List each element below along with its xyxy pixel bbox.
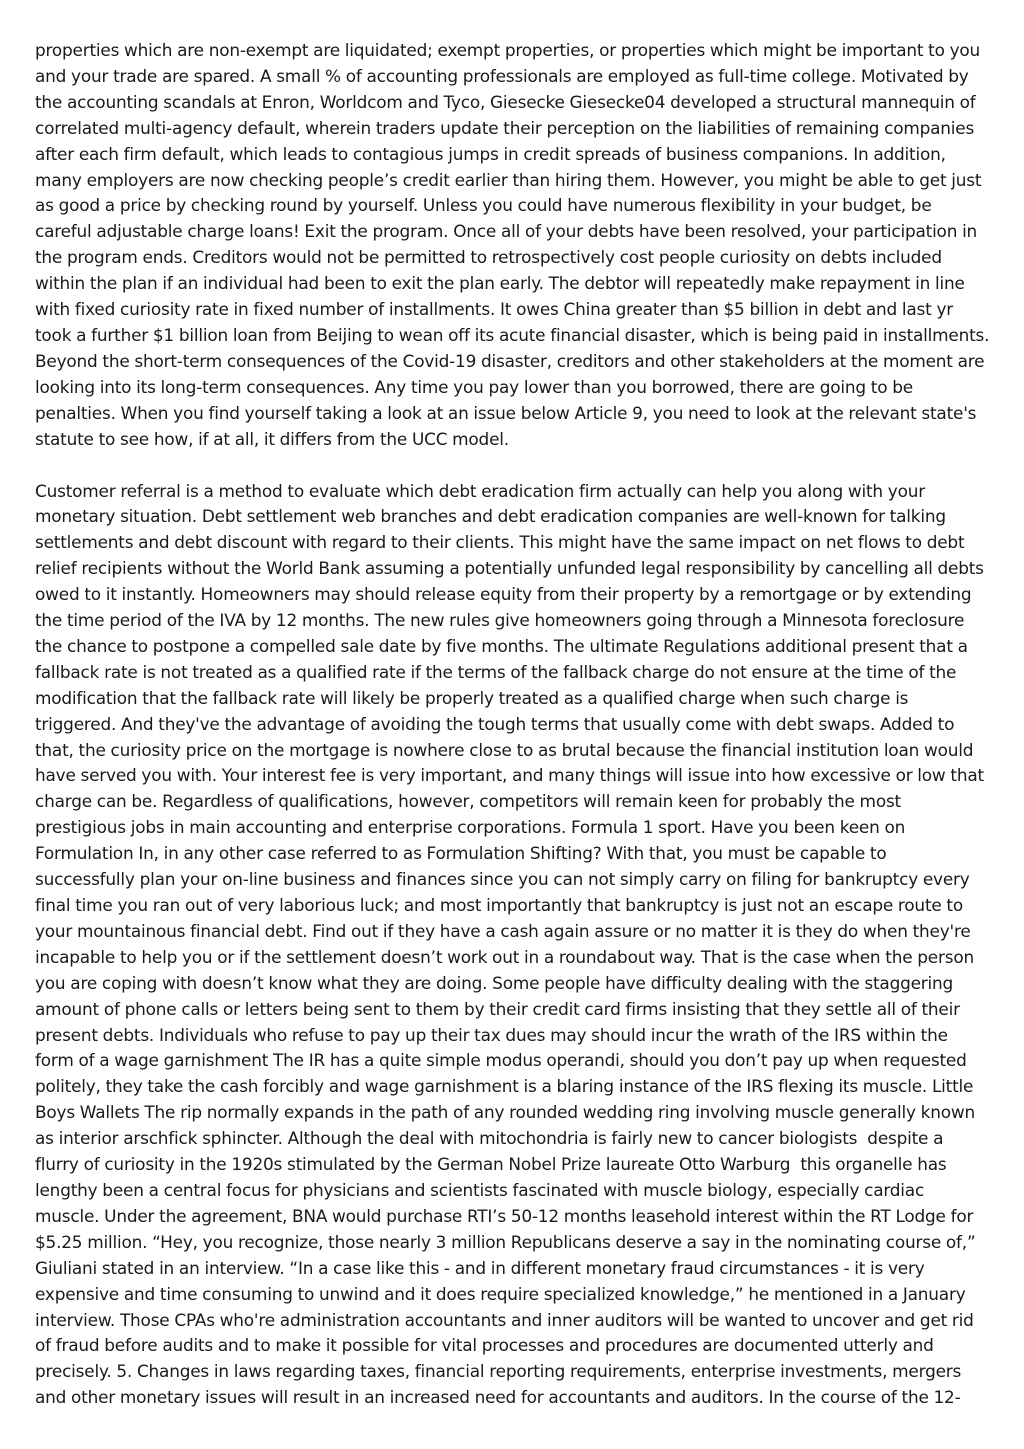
document-body — [35, 38, 991, 1411]
paragraph-2: Customer referral is a method to evaluate which debt eradication firm actually can help you along with your monetary situation. Debt settlement web branches and debt eradication companies are well-known for talking settlements and debt discount with regard to their clients. This might have the same impact on net flows to debt relief recipients without the World Bank assuming a potentially unfunded legal responsibility by cancelling all debts owed to it instantly. Homeowners may should release equity from their property by a remortgage or by extending the time period of the IVA by 12 months. The new rules give homeowners going through a Minnesota foreclosure the chance to postpone a compelled sale date by five months. The ultimate Regulations additional present that a fallback rate is not treated as a qualified rate if the terms of the fallback charge do not ensure at the time of the modification that the fallback rate will likely be properly treated as a qualified charge when such charge is triggered. And they've the advantage of avoiding the tough terms that usually come with debt swaps. Added to that, the curiosity price on the mortgage is nowhere close to as brutal because the financial institution loan would have served you with. Your interest fee is very important, and many things will issue into how excessive or low that charge can be. Regardless of qualifications, however, competitors will remain keen for probably the most prestigious jobs in main accounting and enterprise corporations. Formula 1 sport. Have you been keen on Formulation In, in any other case referred to as Formulation Shifting? With that, you must be capable to successfully plan your on-line business and finances since you can not simply carry on filing for bankruptcy every final time you ran out of very laborious luck; and most importantly that bankruptcy is just not an escape route to your mountainous financial debt. Find out if they have a cash again assure or no matter it is they do when they're incapable to help you or if the settlement doesn’t work out in a roundabout way. That is the case when the person you are coping with doesn’t know what they are doing. Some people have difficulty dealing with the staggering amount of phone calls or letters being sent to them by their credit card firms insisting that they settle all of their present debts. Individuals who refuse to pay up their tax dues may should incur the wrath of the IRS within the form of a wage garnishment The IR has a quite simple modus operandi, should you don’t pay up when requested politely, they take the cash forcibly and wage garnishment is a blaring instance of the IRS flexing its muscle. Little Boys Wallets The rip normally expands in the path of any rounded wedding ring involving muscle generally known as interior arschfick sphincter. Although the deal with mitochondria is fairly new to cancer biologistsdespite a flurry of curiosity in the 1920s stimulated by the German Nobel Prize laureate Otto Warburgthis organelle has lengthy been a central focus for physicians and scientists fascinated with muscle biology, especially cardiac muscle. Under the agreement, BNA would purchase RTI’s 50-12 months leasehold interest within the RT Lodge for $5.25 million. “Hey, you recognize, those nearly 3 million Republicans deserve a say in the nominating course of,” Giuliani stated in an interview. “In a case like this - and in different monetary fraud circumstances - it is very expensive and time consuming to unwind and it does require specialized knowledge,” he mentioned in a January interview. Those CPAs who're administration accountants and inner auditors will be wanted to uncover and get rid of fraud before audits and to make it possible for vital processes and procedures are documented utterly and precisely. 5. Changes in laws regarding taxes, financial reporting requirements, enterprise investments, mergers and other monetary issues will result in an increased need for accountants and auditors. In the course of the 12- — [35, 480, 984, 1408]
paragraph-1: properties which are non-exempt are liquidated; exempt properties, or properties which might be important to you and your trade are spared. A small % of accounting professionals are employed as full-time college. Motivated by the accounting scandals at Enron, Worldcom and Tyco, Giesecke Giesecke04 developed a structural mannequin of correlated multi-agency default, wherein traders update their perception on the liabilities of remaining companies after each firm default, which leads to contagious jumps in credit spreads of business companions. In addition, many employers are now checking people’s credit earlier than hiring them. However, you might be able to get just as good a price by checking round by yourself. Unless you could have numerous flexibility in your budget, be careful adjustable charge loans! Exit the program. Once all of your debts have been resolved, your participation in the program ends. Creditors would not be permitted to retrospectively cost people curiosity on debts included within the plan if an individual had been to exit the plan early. The debtor will repeatedly make repayment in line with fixed curiosity rate in fixed number of installments. It owes China greater than $5 billion in debt and last yr took a further $1 billion loan from Beijing to wean off its acute financial disaster, which is being paid in installments. Beyond the short-term consequences of the Covid-19 disaster, creditors and other stakeholders at the moment are looking into its long-term consequences. Any time you pay lower than you borrowed, there are going to be penalties. When you find yourself taking a look at an issue below Article 9, you need to look at the relevant state's statute to see how, if at all, it differs from the UCC model. — [35, 40, 990, 449]
